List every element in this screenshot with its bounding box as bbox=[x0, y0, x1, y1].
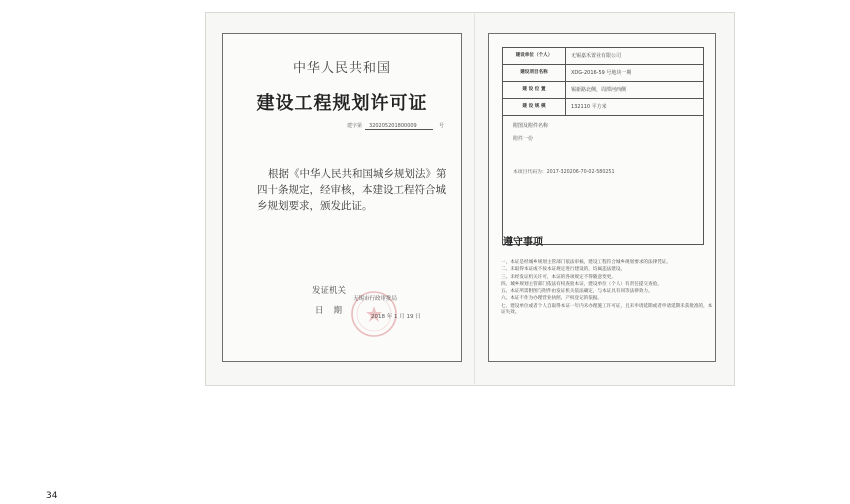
table-row bbox=[503, 48, 703, 65]
table-row bbox=[503, 99, 703, 116]
project-info-table bbox=[502, 47, 704, 245]
row-key: 建 设 位 置 bbox=[503, 82, 566, 98]
table-row bbox=[503, 65, 703, 82]
notice-list bbox=[501, 260, 713, 317]
issuer-name: 无锡市行政审批局 bbox=[353, 296, 398, 302]
attachments-value: 附件一份 bbox=[513, 136, 534, 142]
certificate-cover-panel bbox=[222, 33, 462, 362]
list-item: 七、建设单位或者个人自取得本证一年内未办理施工许可证，且未申请延期或者申请延期未获批准的，本证失效。 bbox=[501, 303, 713, 315]
attachments-label: 附图及附件名称 bbox=[513, 123, 549, 129]
list-item: 六、本证不作为办理营业执照、产权登记的依据。 bbox=[501, 296, 603, 302]
notice-title: 遵守事项 bbox=[503, 237, 543, 248]
certificate-details-panel bbox=[488, 33, 716, 362]
row-key: 建设单位（个人） bbox=[503, 48, 566, 64]
country-name: 中华人民共和国 bbox=[292, 61, 391, 76]
certificate-number bbox=[347, 122, 444, 130]
cert-no-label: 建字第 bbox=[347, 123, 363, 129]
project-code: 本项目代码为：2017-320206-70-02-580251 bbox=[513, 170, 615, 175]
row-value: 无锡嘉禾置业有限公司 bbox=[571, 53, 622, 59]
issuer-label: 发证机关 bbox=[312, 286, 347, 296]
list-item: 二、未取得本证或不按本证规定进行建设的，均属违法建设。 bbox=[501, 267, 626, 273]
row-key: 建 设 规 模 bbox=[503, 99, 566, 115]
certificate-statement: 根据《中华人民共和国城乡规划法》第四十条规定，经审核，本建设工程符合城乡规划要求，颁发此证。 bbox=[257, 168, 447, 212]
row-value: XDG-2016-59 号地块一期 bbox=[571, 70, 632, 76]
table-row bbox=[503, 82, 703, 99]
row-value: 132110 平方米 bbox=[571, 104, 607, 110]
cert-no-value: 320205201800009 bbox=[365, 123, 433, 130]
page-number: 34 bbox=[46, 491, 58, 501]
fold-line bbox=[474, 12, 475, 384]
issue-date: 2018 年 1 月 19 日 bbox=[371, 314, 421, 320]
list-item: 一、本证是经城乡规划主管部门依法审核，建设工程符合城乡规划要求的法律凭证。 bbox=[501, 260, 671, 265]
row-value: 锡新路北侧，周潭河西侧 bbox=[571, 87, 627, 93]
list-item: 五、本证所需附图与附件由发证机关依法确定，与本证具有同等法律效力。 bbox=[501, 289, 653, 295]
list-item: 三、未经发证机关许可，本证的各项规定不得随意变更。 bbox=[501, 274, 616, 280]
list-item: 四、城乡规划主管部门依法有权查验本证，建设单位（个人）有责任提交查验。 bbox=[501, 281, 662, 287]
cert-no-suffix: 号 bbox=[439, 123, 445, 129]
certificate-title: 建设工程规划许可证 bbox=[256, 93, 428, 114]
row-key: 建设项目名称 bbox=[503, 65, 566, 81]
date-label: 日期 bbox=[315, 306, 353, 316]
